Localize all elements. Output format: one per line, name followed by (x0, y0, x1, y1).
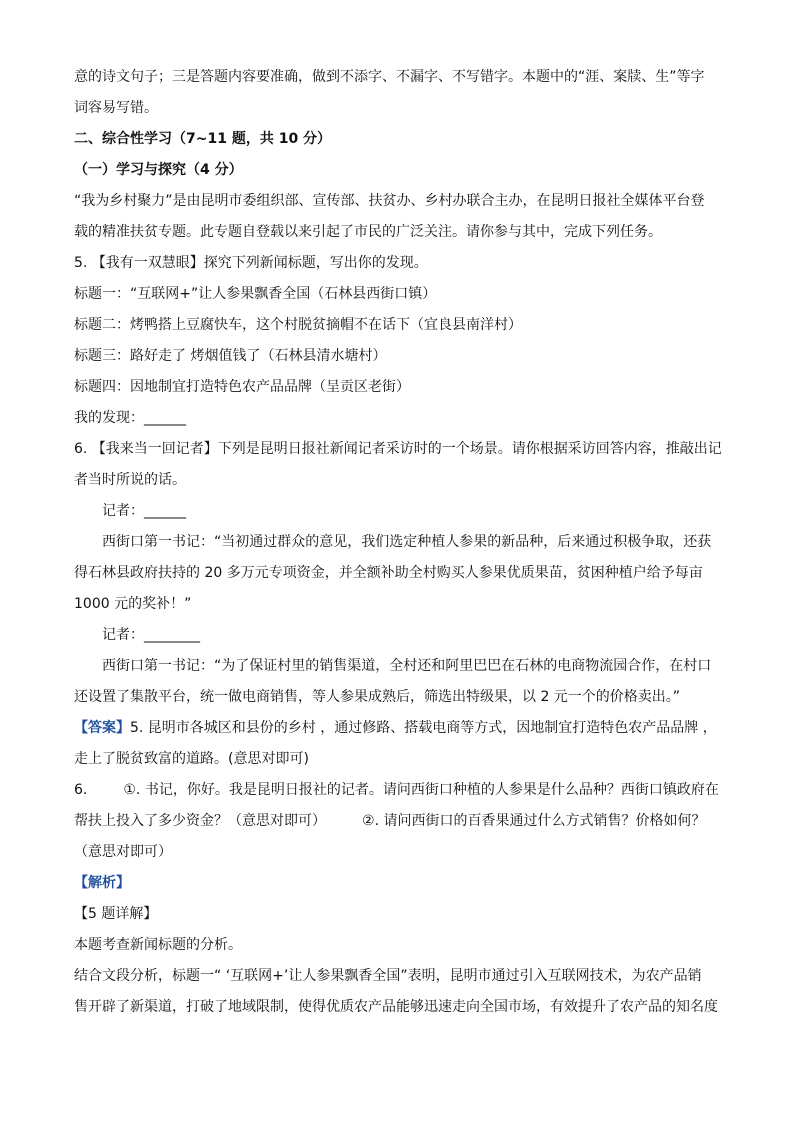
headline-3: 标题三：路好走了 烤烟值钱了（石林县清水塘村） (74, 348, 387, 364)
intro-line: 载的精准扶贫专题。此专题自登载以来引起了市民的广泛关注。请你参与其中，完成下列任务。 (74, 224, 662, 240)
secretary-reply-2-cont: 还设置了集散平台，统一做电商销售，等人参果成熟后，筛选出特级果，以 2 元一个的价格卖出。” (74, 689, 681, 705)
secretary-reply-1-cont: 得石林县政府扶持的 20 多万元专项资金，并全额补助全村购买人参果优质果苗，贫困种植户给予每亩 (74, 565, 703, 581)
circle-number-1: ① (123, 782, 136, 798)
intro-line: “我为乡村聚力”是由昆明市委组织部、宣传部、扶贫办、乡村办联合主办，在昆明日报社全媒体平台登 (74, 193, 705, 209)
answer-6-cont (74, 806, 734, 837)
detail-5-heading: 【5 题详解】 (74, 906, 158, 922)
answer-6-part-2: . 请问西街口的百香果通过什么方式销售？价格如何？ (374, 813, 706, 829)
question-6: 6. 【我来当一回记者】下列是昆明日报社新闻记者采访时的一个场景。请你根据采访回答内容，推敲出记 (74, 441, 722, 457)
circle-number-2: ② (362, 813, 375, 829)
detail-line: 本题考查新闻标题的分析。 (74, 937, 242, 953)
analysis-tag: 【解析】 (74, 875, 130, 891)
secretary-reply-1-cont: 1000 元的奖补！” (74, 596, 192, 612)
reporter-line-2: 记者：________ (102, 627, 200, 643)
headline-1: 标题一：“互联网+”让人参果飘香全国（石林县西街口镇） (74, 286, 437, 302)
text-line: 词容易写错。 (74, 100, 158, 116)
answer-6-part-1: . 书记，你好。我是昆明日报社的记者。请问西街口种植的人参果是什么品种？西街口镇政府在 (135, 782, 719, 798)
headline-4: 标题四：因地制宜打造特色农产品品牌（呈贡区老街） (74, 379, 410, 395)
answer-6-part-1-cont: 帮扶上投入了多少资金？（意思对即可） (74, 813, 326, 829)
detail-line: 售开辟了新渠道，打破了地域限制，使得优质农产品能够迅速走向全国市场，有效提升了农产品的知名度 (74, 999, 718, 1015)
answer-6-line (74, 775, 734, 806)
answer-5-line (74, 713, 734, 744)
secretary-reply-2: 西街口第一书记：“为了保证村里的销售渠道，全村还和阿里巴巴在石林的电商物流园合作，在村口 (102, 658, 712, 674)
question-5: 5. 【我有一双慧眼】探究下列新闻标题，写出你的发现。 (74, 255, 428, 271)
headline-2: 标题二：烤鸭搭上豆腐快车，这个村脱贫摘帽不在话下（宜良县南洋村） (74, 317, 522, 333)
section-title: 二、综合性学习（7~11 题，共 10 分） (74, 131, 332, 147)
subsection-title: （一）学习与探究（4 分） (74, 162, 243, 178)
detail-line: 结合文段分析，标题一“ ‘互联网+’让人参果飘香全国”表明，昆明市通过引入互联网技术，为农产品销 (74, 968, 702, 984)
answer-5-text: 5. 昆明市各城区和县份的乡村 ，通过修路、搭载电商等方式，因地制宜打造特色农产品品牌 ， (130, 720, 717, 736)
secretary-reply-1: 西街口第一书记：“当初通过群众的意见，我们选定种植人参果的新品种，后来通过积极争取，还获 (102, 534, 712, 550)
my-finding: 我的发现：______ (74, 410, 186, 426)
document-page (74, 62, 734, 1023)
reporter-line-1: 记者：______ (102, 503, 186, 519)
answer-6-part-2-cont: （意思对即可） (74, 844, 172, 860)
answer-6-number: 6. (74, 782, 88, 798)
question-6-cont: 者当时所说的话。 (74, 472, 186, 488)
text-line: 意的诗文句子；三是答题内容要准确，做到不添字、不漏字、不写错字。本题中的“涯、案牍、生”等字 (74, 69, 705, 85)
answer-5-cont: 走上了脱贫致富的道路。(意思对即可) (74, 751, 309, 767)
answer-tag: 【答案】 (74, 720, 130, 736)
